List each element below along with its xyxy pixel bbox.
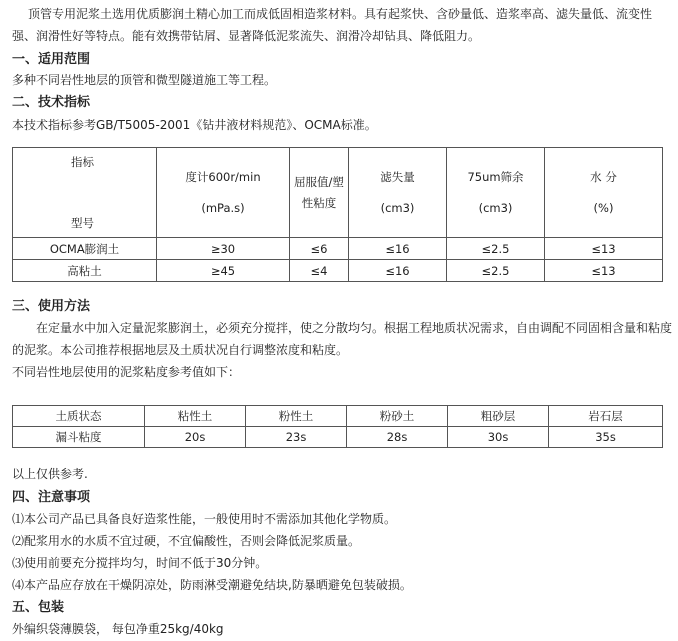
- section-3-p1: 在定量水中加入定量泥浆膨润土，必须充分搅拌，使之分散均匀。根据工程地质状况需求，自由调配不同固相含量和粘度: [36, 321, 673, 335]
- table-corner-cell: [13, 148, 157, 238]
- cell: 23s: [246, 427, 347, 448]
- cell: ≤16: [349, 238, 447, 260]
- cell: 岩石层: [549, 406, 663, 427]
- table-row: [13, 406, 663, 427]
- cell: ≤2.5: [447, 260, 545, 282]
- cell: ≤2.5: [447, 238, 545, 260]
- section-2-title: 二、技术指标: [12, 95, 91, 110]
- section-3-title: 三、使用方法: [12, 299, 91, 314]
- section-5-title: 五、包装: [12, 600, 65, 615]
- cell: 粘性土: [145, 406, 246, 427]
- section-4-title: 四、注意事项: [12, 490, 91, 505]
- cell: ≤13: [545, 260, 663, 282]
- note-text: 以上仅供参考.: [12, 467, 88, 481]
- row-name: OCMA膨润土: [13, 238, 157, 260]
- table-row: [13, 238, 663, 260]
- intro-line-1: 顶管专用泥浆土选用优质膨润土精心加工而成低固相造浆材料。具有起浆快、含砂量低、造浆率高、滤失量低、流变性: [28, 7, 653, 21]
- corner-label-model: 型号: [71, 216, 94, 230]
- cell: ≤4: [290, 260, 349, 282]
- cell: ≥30: [157, 238, 290, 260]
- cell: 20s: [145, 427, 246, 448]
- header-moisture: 水 分 (%): [545, 148, 663, 238]
- header-sieve: 75um筛余 (cm3): [447, 148, 545, 238]
- corner-label-indicator: 指标: [71, 155, 94, 169]
- notice-item: ⑷本产品应存放在干燥阴凉处，防雨淋受潮避免结块,防暴晒避免包装破损。: [12, 578, 412, 592]
- cell: ≤6: [290, 238, 349, 260]
- section-5-text: 外编织袋薄膜袋， 每包净重25kg/40kg: [12, 622, 224, 636]
- viscosity-table: [12, 405, 663, 448]
- cell: ≥45: [157, 260, 290, 282]
- table-row: [13, 260, 663, 282]
- section-3-p3: 不同岩性地层使用的泥浆粘度参考值如下：: [12, 365, 241, 379]
- cell: 28s: [347, 427, 448, 448]
- section-1-title: 一、适用范围: [12, 52, 91, 67]
- cell: ≤13: [545, 238, 663, 260]
- notice-item: ⑶使用前要充分搅拌均匀，时间不低于30分钟。: [12, 556, 268, 570]
- notice-item: ⑴本公司产品已具备良好造浆性能，一般使用时不需添加其他化学物质。: [12, 512, 397, 526]
- header-viscosity: 度计600r/min (mPa.s): [157, 148, 290, 238]
- header-yield: 屈服值/塑 性粘度: [290, 148, 349, 238]
- section-1-text: 多种不同岩性地层的顶管和微型隧道施工等工程。: [12, 73, 277, 87]
- cell: 粉性土: [246, 406, 347, 427]
- cell: 土质状态: [13, 406, 145, 427]
- section-3-p2: 的泥浆。本公司推荐根据地层及土质状况自行调整浓度和粘度。: [12, 343, 349, 357]
- cell: 粉砂土: [347, 406, 448, 427]
- cell: 35s: [549, 427, 663, 448]
- section-2-text: 本技术指标参考GB/T5005-2001《钻井液材料规范》、OCMA标准。: [12, 118, 377, 132]
- technical-spec-table: [12, 147, 663, 282]
- cell: 30s: [448, 427, 549, 448]
- table-row: [13, 427, 663, 448]
- cell: 漏斗粘度: [13, 427, 145, 448]
- cell: ≤16: [349, 260, 447, 282]
- cell: 粗砂层: [448, 406, 549, 427]
- notice-item: ⑵配浆用水的水质不宜过硬，不宜偏酸性，否则会降低泥浆质量。: [12, 534, 361, 548]
- row-name: 高粘土: [13, 260, 157, 282]
- header-filtration: 滤失量 (cm3): [349, 148, 447, 238]
- intro-line-2: 强、润滑性好等特点。能有效携带钻屑、显著降低泥浆流失、润滑冷却钻具、降低阻力。: [12, 29, 481, 43]
